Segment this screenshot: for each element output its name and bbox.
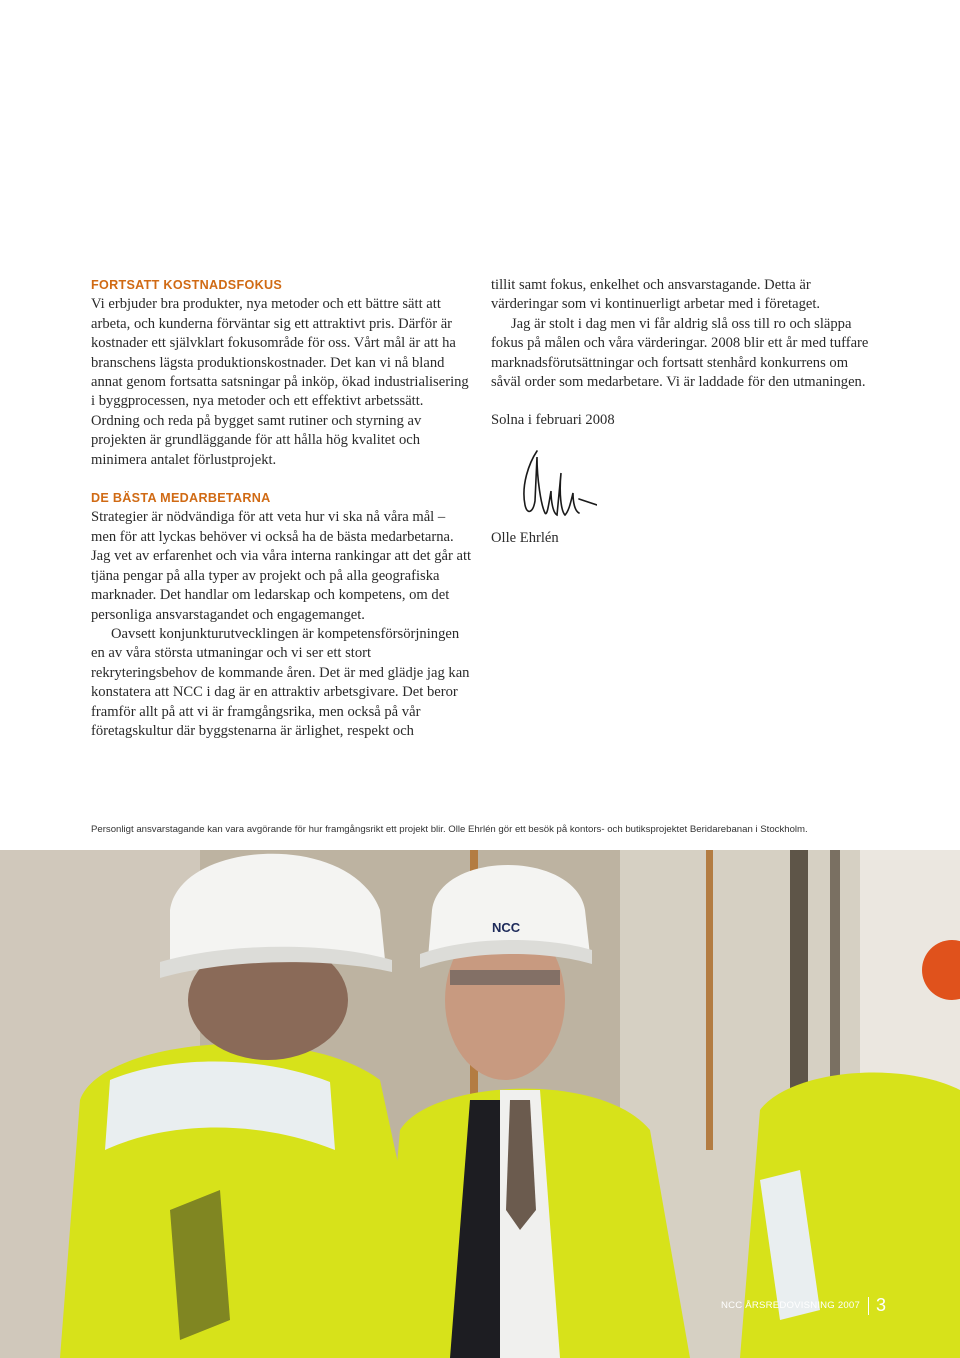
page-number: 3 xyxy=(875,1295,886,1315)
footer-divider xyxy=(868,1297,869,1315)
paragraph-proud: Jag är stolt i dag men vi får aldrig slå oss till ro och släppa fokus på målen och våra värderingar. 2008 blir ett år med tuffare marknadsförutsättningar och fortsatt stenhård konkurrens om såväl order som medarbetare. Vi är laddade för den utmaningen. xyxy=(491,315,869,391)
paragraph-competence: Oavsett konjunkturutvecklingen är kompetensförsörjningen en av våra största utmaningar och vi ser ett stort rekryteringsbehov de kommande åren. Det är med glädje jag kan konstatera att NCC i dag är en attraktiv arbetsgivare. Det beror framför allt på att vi är framgångsrika, men också på vår företagskultur där byggstenarna är ärlighet, respekt och xyxy=(91,625,470,739)
svg-text:NCC: NCC xyxy=(492,920,521,935)
left-column xyxy=(91,276,473,760)
place-date: Solna i februari 2008 xyxy=(491,412,615,429)
page-footer xyxy=(721,1295,886,1316)
photo-caption: Personligt ansvarstagande kan vara avgörande för hur framgångsrikt ett projekt blir. Olle Ehrlén gör ett besök på kontors- och butiksprojektet Beridarebanan i Stockholm. xyxy=(91,824,808,835)
construction-site-photo xyxy=(0,850,960,1358)
right-column xyxy=(491,276,871,548)
section-cost-focus xyxy=(91,276,473,470)
paragraph-strategies: Strategier är nödvändiga för att veta hur vi ska nå våra mål – men för att lyckas behöver vi också ha de bästa medarbetarna. Jag vet av erfarenhet och via våra interna rankingar att det går att tjäna pengar på alla typer av projekt och på alla geografiska marknader. Det handlar om ledarskap och kompetens, om det personliga ansvarstagandet och engagemanget. xyxy=(91,509,472,623)
paragraph-values: tillit samt fokus, enkelhet och ansvarstagande. Detta är värderingar som vi kontinuerligt arbetar med i företaget. xyxy=(491,277,821,313)
paragraph-cost-focus: Vi erbjuder bra produkter, nya metoder och ett bättre sätt att arbeta, och kunderna förväntar sig ett attraktivt pris. Därför är kostnader ett självklart fokusområde för oss. Vårt mål är att ha branschens lägsta produktionskostnader. Det kan vi nå bland annat genom fortsatta satsningar på inköp, ökad industrialisering i byggprocessen, nya metoder och ett effektivt arbetssätt. Ordning och reda på bygget samt rutiner och styrning av projekten är grundläggande för att hålla hög kvalitet och minimera antalet förlustprojekt. xyxy=(91,296,469,468)
signature-image xyxy=(507,443,597,523)
section-best-employees xyxy=(91,489,473,741)
footer-label: NCC ÅRSREDOVISNING 2007 xyxy=(721,1300,860,1311)
section-heading-cost-focus: FORTSATT KOSTNADSFOKUS xyxy=(91,278,283,292)
section-heading-best-employees: DE BÄSTA MEDARBETARNA xyxy=(91,491,271,506)
signer-name: Olle Ehrlén xyxy=(491,529,559,546)
